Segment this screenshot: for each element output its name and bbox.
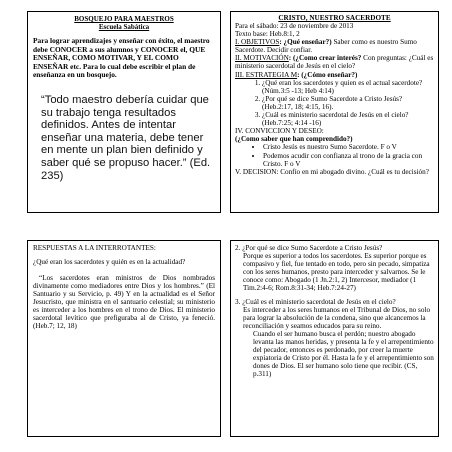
list-item: 1. ¿Qué eran los sacerdotes y quien es el actual sacerdote? (Núm.3:5 -13; Heb 4:14) [262,79,434,95]
panel-subtitle: Escuela Sabática [98,23,150,31]
lesson-outline-panel [230,11,439,213]
motivation-label: II. MOTIVACIÓN [235,54,289,63]
list-item: 2. ¿Por qué se dice Sumo Sacerdote a Cristo Jesús? (Heb.2:17, 18; 4:15, 16). [262,95,434,111]
decision-section: V. DECISION: Confío en mi abogado divino. ¿Cuál es tu decisión? [235,167,429,176]
conviction-list [235,143,434,167]
list-item: 3. ¿Cuál es ministerio sacerdotal de Jesús en el cielo? (Heb.7:25; 4:14 -16) [262,111,434,127]
answers-panel [27,240,221,437]
motivation-question: : (¿Como crear interés? [288,54,362,63]
ellen-white-quote: “Todo maestro debería cuidar que su trabajo tenga resultados definidos. Antes de intentar enseñar una materia, debe tener en mente un plan bien definido y saber qué se propuso hacer.” (Ed. 235) [41,93,211,182]
intro-paragraph: Para lograr aprendizajes y enseñar con éxito, el maestro debe CONOCER a sus alumnos y CONOCER el, QUE ENSEÑAR, COMO MOTIVAR, Y EL COMO ENSEÑAR etc. Para lo cual debe escribir el plan de enseñanza en un bosquejo. [33,36,210,80]
lesson-date: Para el sábado: 23 de noviembre de 2013 [235,22,354,30]
panel-title: BOSQUEJO PARA MAESTROS [74,15,174,23]
outline-intro-panel [27,11,221,213]
conviction-question: (¿Como saber que han comprendido?) [235,135,353,144]
strategy-list [235,79,434,128]
motivation-answer: Con preguntas: ¿Cuál es ministerio sacerdotal de Jesús en el cielo? [235,54,434,71]
strategy-label: III. ESTRATEGIA M [235,70,298,79]
answers-continued-panel [230,240,439,437]
list-item: • Cristo Jesús es nuestro Sumo Sacerdote. F o V [263,143,434,151]
lesson-title: CRISTO, NUESTRO SACERDOTE [278,14,391,22]
conviction-heading: IV. CONVICCION Y DESEO: [235,127,324,136]
list-item: • Podemos acudir con confianza al trono de la gracia con Cristo. F o V [263,152,434,168]
base-text: Texto base: Heb.8:1, 2 [235,30,300,39]
objectives-section [235,38,434,54]
strategy-question: : (¿Cómo enseñar?) [297,70,358,79]
answer-1: “Los sacerdotes eran ministros de Dios nombrados divinamente como mediadores entre Dios y los hombres.” (El Santuario y su Servicio, p. 49) Y en la actualidad es el Señor Jesucristo, que ministra en el santuario celestial; su ministerio es interceder a los hombres en el trono de Dios. El ministerio sacerdotal levítico que prefiguraba al de Cristo, ya feneció. (Heb.7; 12, 18) [33,274,215,330]
objectives-question: : ¿Qué enseñar?) [279,38,332,47]
strategy-section [235,71,434,79]
objectives-answer: Saber como es nuestro Sumo Sacerdote. Decidir confiar. [235,38,417,55]
objectives-label: I. OBJETIVOS [235,38,280,47]
answer-2: Porque es superior a todos los sacerdotes. Es superior porque es compasivo y fiel, fue tentado en todo, pero sin pecado, simpatiza con los seres humanos, presto para interceder y salvarnos. Se le conoce como: Abogado (1 Jn.2:1, 2) Intercesor, mediador (1 Tim.2:4-6; Rom.8:31-34; Heb.7:24-27) [243,252,430,292]
question-1: ¿Qué eran los sacerdotes y quién es en la actualidad? [33,258,186,266]
question-3: 3. ¿Cuál es el ministerio sacerdotal de Jesús en el cielo? [235,298,396,306]
answer-3: Es interceder a los seres humanos en el Tribunal de Dios, no solo para lograr la absolución de la condena, sino que alcancemos la reconciliación y seamos educados para su reino. [243,306,431,330]
motivation-section [235,54,434,70]
answer-3-continued: Cuando el ser humano busca el perdón; nuestro abogado levanta las manos heridas, y presenta la fe y el arrepentimiento del pecador, entonces es perdonado, por creer la muerte expiatoria de Cristo por él. Hasta la fe y el arrepentimiento son dones de Dios. El ser humano solo tiene que recibir. (CS, p.311) [253,330,434,378]
answers-heading: RESPUESTAS A LA INTERROTANTES: [33,244,156,252]
question-2: 2. ¿Por qué se dice Sumo Sacerdote a Cristo Jesús? [235,244,383,252]
